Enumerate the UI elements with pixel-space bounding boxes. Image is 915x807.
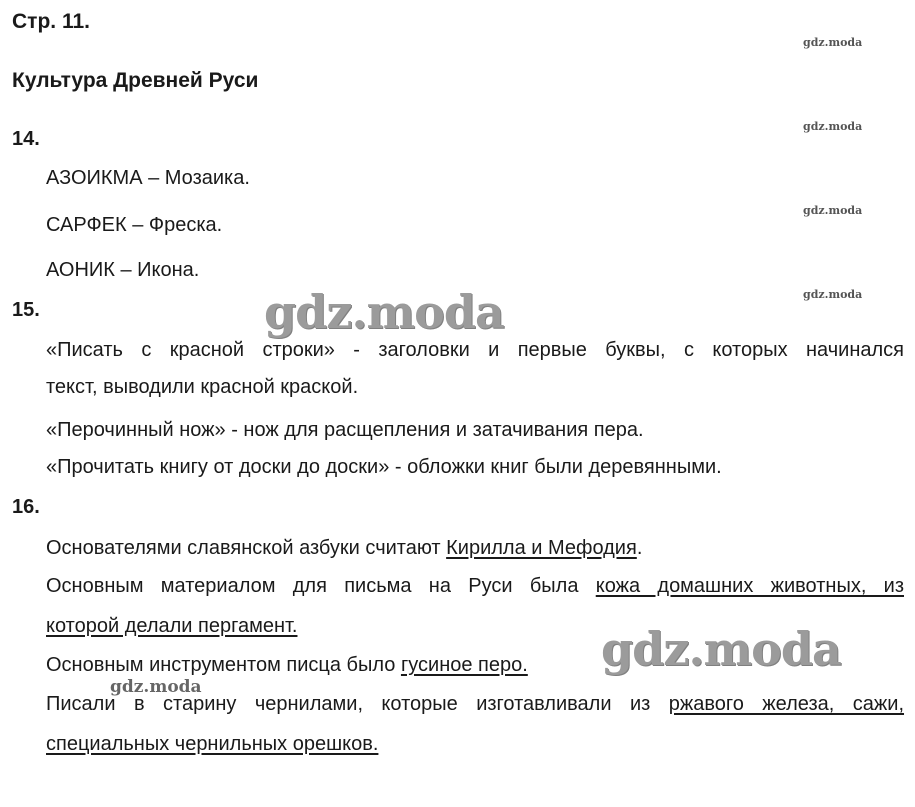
watermark-small: gdz.moda xyxy=(803,120,863,133)
task15-line: «Прочитать книгу от доски до доски» - обложки книг были деревянными. xyxy=(46,456,722,478)
watermark-small: gdz.moda xyxy=(803,204,863,217)
sentence-text: Писали в старину чернилами, которые изготавливали из xyxy=(46,693,669,715)
watermark-large: gdz.moda xyxy=(264,285,504,339)
answer-underlined: Кирилла и Мефодия xyxy=(446,537,637,559)
answer-underlined: ржавого железа, сажи, xyxy=(668,693,905,715)
task15-text: «Писать с красной строки» - заголовки и первые буквы, с которых начинался xyxy=(46,339,904,361)
task15-line: «Перочинный нож» - нож для расщепления и затачивания пера. xyxy=(46,419,644,441)
sentence-end: . xyxy=(636,537,643,559)
task16-sentence-3 xyxy=(46,654,528,677)
task-number-15: 15. xyxy=(12,299,40,321)
sentence-text: Основным материалом для письма на Руси была xyxy=(46,575,596,597)
watermark-small: gdz.moda xyxy=(803,288,863,301)
watermark-medium: gdz.moda xyxy=(110,677,202,697)
task15-paragraph-line xyxy=(46,339,904,362)
task16-sentence-2-cont xyxy=(46,615,297,638)
answer-underlined: кожа домашних животных, из xyxy=(595,575,904,597)
task14-line: АЗОИКМА – Мозаика. xyxy=(46,167,250,189)
answer-underlined: специальных чернильных орешков. xyxy=(46,733,379,755)
task16-sentence-4-cont xyxy=(46,733,378,756)
answer-underlined: гусиное перо. xyxy=(400,654,528,676)
sentence-text: Основным инструментом писца было xyxy=(46,654,401,676)
task16-sentence-1 xyxy=(46,537,642,560)
page-label: Стр. 11. xyxy=(12,10,90,33)
sentence-text: Основателями славянской азбуки считают xyxy=(46,537,447,559)
answer-underlined: которой делали пергамент. xyxy=(46,615,298,637)
watermark-small: gdz.moda xyxy=(803,36,863,49)
watermark-large: gdz.moda xyxy=(601,622,841,676)
task16-sentence-2 xyxy=(46,575,904,598)
task-number-14: 14. xyxy=(12,128,40,150)
task-number-16: 16. xyxy=(12,496,40,518)
task14-line: АОНИК – Икона. xyxy=(46,259,200,281)
document-title: Культура Древней Руси xyxy=(12,69,259,92)
task15-paragraph-line: текст, выводили красной краской. xyxy=(46,376,359,398)
task14-line: САРФЕК – Фреска. xyxy=(46,214,223,236)
